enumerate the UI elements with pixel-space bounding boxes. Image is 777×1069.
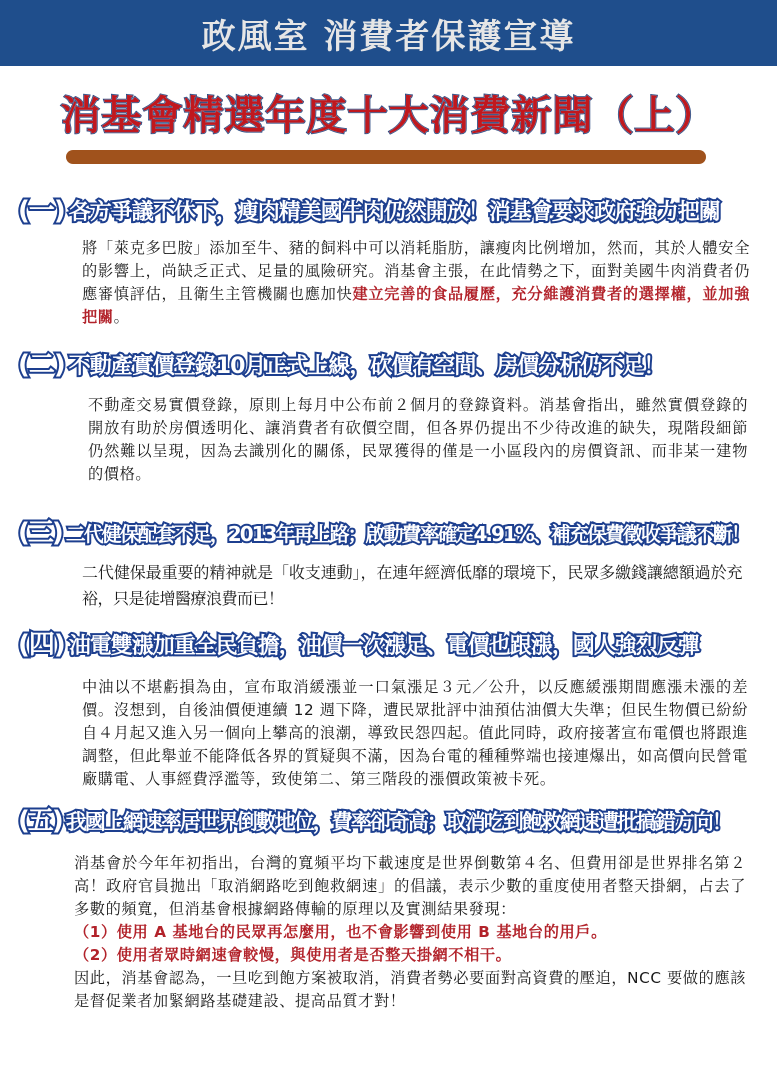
section-5-item-1: （1）使用 A 基地台的民眾再怎麼用，也不會影響到使用 B 基地台的用戶。 [74,923,607,941]
section-2-body: 不動產交易實價登錄，原則上每月中公布前２個月的登錄資料。消基會指出，雖然實價登錄的開放有助於房價透明化、讓消費者有砍價空間，但各界仍提出不少待改進的缺失，現階段細節仍然難以呈現，因為去識別化的關係，民眾獲得的僅是一小區段內的房價資訊、而非某一建物的價格。 [88,396,748,483]
section-3-heading-text: 二代健保配套不足，2013年再上路；啟動費率確定4.91%、補充保費徵收爭議不斷！ [65,522,749,546]
section-5-body [74,852,746,1013]
section-1-tail: 。 [113,308,130,326]
section-3-number: (三) [18,518,62,548]
section-1-number: (一) [18,196,65,226]
main-title: 消基會精選年度十大消費新聞（上） [60,93,717,139]
section-5-heading [18,800,731,837]
section-5-item-2: （2）使用者眾時網速會較慢，與使用者是否整天掛網不相干。 [74,946,512,964]
section-1-text: 將「萊克多巴胺」添加至牛、豬的飼料中可以消耗脂肪，讓瘦肉比例增加，然而，其於人體安全的影響上，尚缺乏正式、足量的風險研究。消基會主張，在此情勢之下，面對美國牛肉消費者仍應審慎評估，且衛生主管機關也應加快 [82,239,750,303]
section-2-number: (二) [18,350,65,380]
banner-title: 政風室 消費者保護宣導 [201,16,576,57]
section-4-heading-text: 油電雙漲加重全民負擔，油價一次漲足、電價也跟漲，國人強烈反彈 [68,634,699,659]
title-underline [66,150,706,164]
section-3-heading [18,512,749,549]
section-3-body: 二代健保最重要的精神就是「收支連動」，在連年經濟低靡的環境下，民眾多繳錢讓總額過於充裕，只是徒增醫療浪費而已！ [82,563,742,608]
section-1-highlight: 建立完善的食品履歷，充分維護消費者的選擇權，並加強把關 [82,285,751,326]
section-1-body [82,237,750,329]
section-4-number: (四) [18,630,65,660]
header-banner [0,0,777,66]
section-2-heading [18,344,664,381]
section-2-heading-text: 不動產實價登錄10月正式上線，砍價有空間、房價分析仍不足！ [68,354,665,379]
section-5-heading-text: 我國上網速率居世界倒數地位，費率卻奇高；取消吃到飽救網速遭批搞錯方向！ [65,810,731,834]
section-4-body: 中油以不堪虧損為由，宣布取消緩漲並一口氣漲足３元／公升，以反應緩漲期間應漲未漲的差價。沒想到，自後油價便連續 12 週下降，遭民眾批評中油預估油價大失準；但民生物價已紛紛自４月起又進入另一個向上攀高的浪潮，導致民怨四起。值此同時，政府接著宣布電價也將跟進調整，但此舉並不能降低各界的質疑與不滿，因為台電的種種弊端也接連爆出，如高價向民營電廠購電、人事經費浮濫等，致使第二、第三階段的漲價政策被卡死。 [82,678,748,788]
section-5-text: 消基會於今年年初指出，台灣的寬頻平均下載速度是世界倒數第４名、但費用卻是世界排名第２高！政府官員拋出「取消網路吃到飽救網速」的倡議，表示少數的重度使用者整天掛網，占去了多數的頻寬，但消基會根據網路傳輸的原理以及實測結果發現： [74,854,746,918]
section-1-heading [18,190,720,227]
section-1-heading-text: 各方爭議不休下，瘦肉精美國牛肉仍然開放！消基會要求政府強力把關 [68,200,720,225]
section-5-number: (五) [18,806,62,836]
section-4-heading [18,624,699,661]
section-5-tail: 因此，消基會認為，一旦吃到飽方案被取消，消費者勢必要面對高資費的壓迫，NCC 要做的應該是督促業者加緊網路基礎建設、提高品質才對！ [74,969,746,1010]
